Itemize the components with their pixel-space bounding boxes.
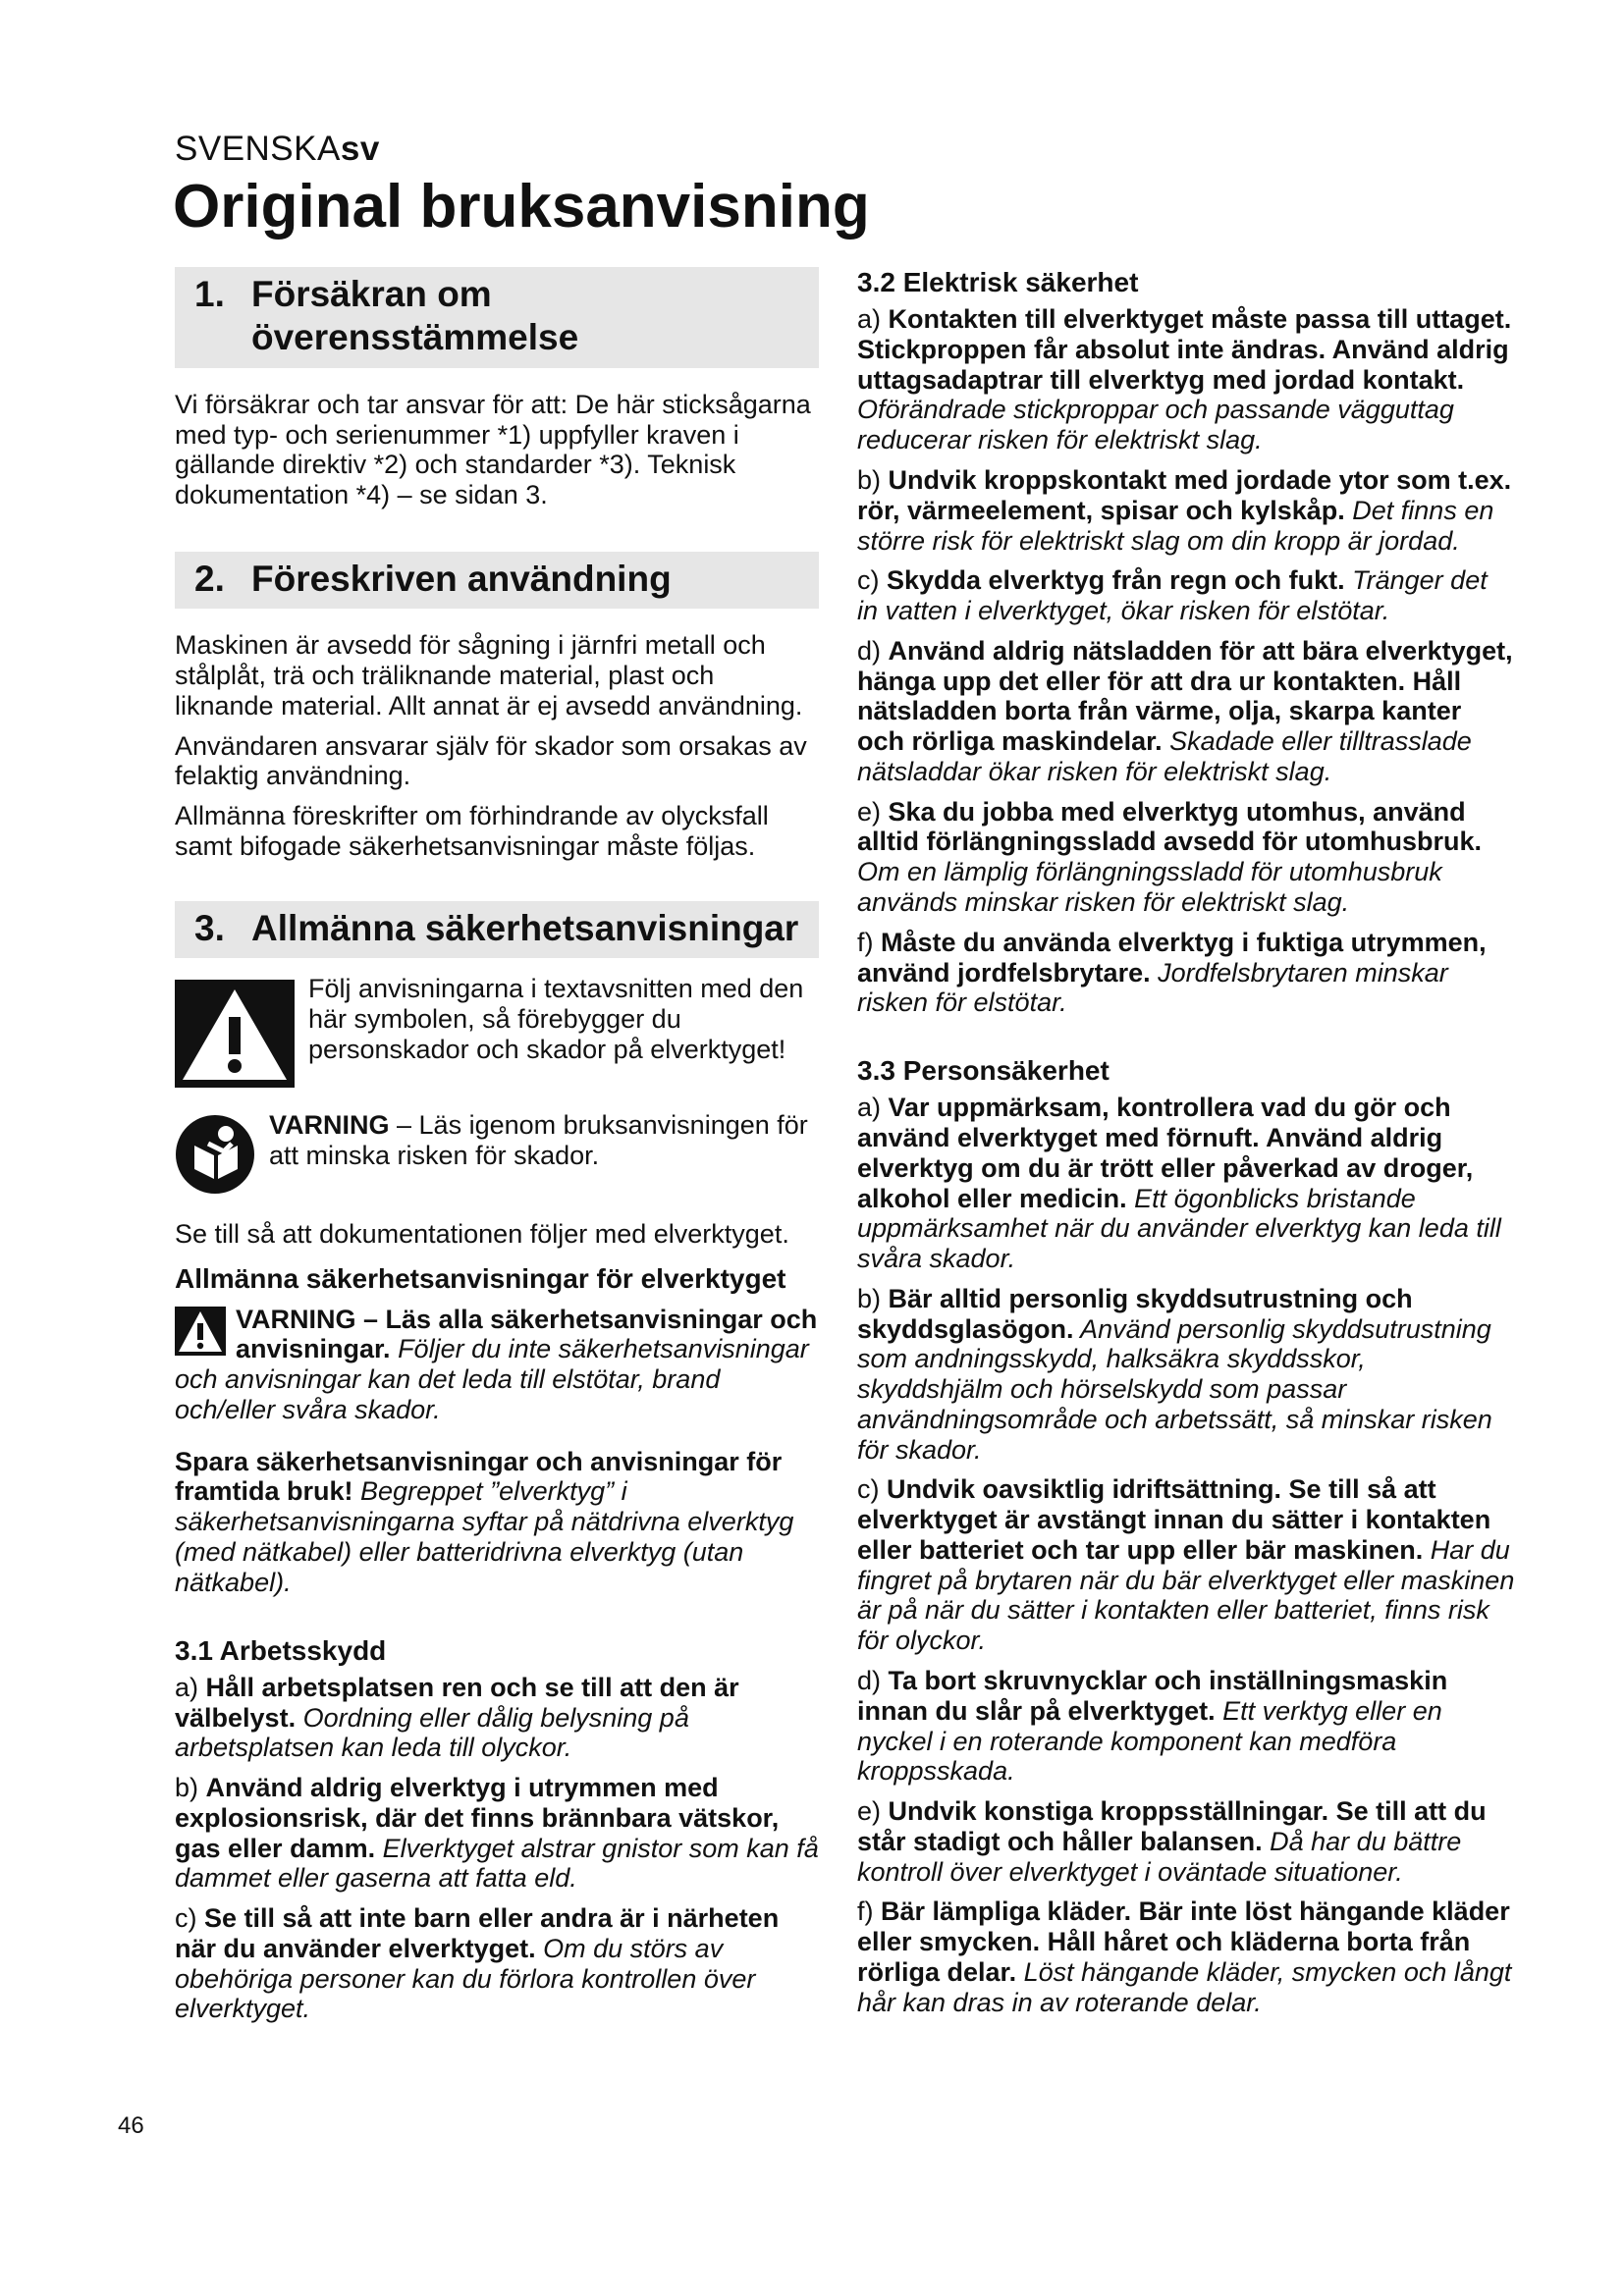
section-3-3-item-c [857, 1474, 1515, 1656]
general-warning-paragraph [175, 1305, 819, 1425]
item-bold-text: Håll arbetsplatsen ren och se till att den är välbelyst. [175, 1672, 739, 1733]
page-number: 46 [118, 2112, 144, 2139]
warning-triangle-icon [175, 980, 295, 1093]
item-italic-text: Oförändrade stickproppar och passande vägguttag reducerar risken för elektriskt slag. [857, 395, 1454, 455]
item-italic-text: Ett verktyg eller en nyckel i en roterande komponent kan medföra kroppsskada. [857, 1695, 1442, 1787]
save-instructions-italic: Begreppet ”elverktyg” i säkerhetsanvisningarna syftar på nätdrivna elverktyg (med nätkabel) eller batteridrivna elverktyg (utan nätkabel). [175, 1476, 794, 1597]
item-bold-text: Undvik konstiga kroppsställningar. Se till att du står stadigt och håller balansen. [857, 1796, 1487, 1856]
item-letter: c) [175, 1903, 204, 1934]
small-warning-triangle-icon [175, 1307, 226, 1362]
warning-symbol-text: Följ anvisningarna i textavsnitten med den här symbolen, så förebygger du personskador och skador på elverktyget! [308, 973, 804, 1064]
item-letter: a) [857, 304, 889, 335]
item-bold-text: Skydda elverktyg från regn och fukt. [887, 565, 1345, 596]
item-bold-text: Bär lämpliga kläder. Bär inte löst hängande kläder eller smycken. Håll håret och kläderna borta från rörliga delar. [857, 1896, 1510, 1987]
item-bold-text: Ta bort skruvnycklar och inställningsmaskin innan du slår på elverktyget. [857, 1666, 1448, 1726]
section-3-heading [175, 901, 819, 958]
section-3-3-item-f [857, 1896, 1515, 2017]
section-3-3-item-a [857, 1093, 1515, 1274]
item-italic-text: Då har du bättre kontroll över elverktyget i oväntade situationer. [857, 1826, 1462, 1887]
section-2-paragraph-1: Maskinen är avsedd för sågning i järnfri metall och stålplåt, trä och träliknande material, plast och liknande material. Allt annat är ej avsedd användning. [175, 630, 803, 721]
section-2-paragraph-3: Allmänna föreskrifter om förhindrande av olycksfall samt bifogade säkerhetsanvisningar måste följas. [175, 801, 769, 861]
section-3-3-item-b [857, 1284, 1515, 1466]
item-letter: b) [857, 1283, 889, 1313]
item-italic-text: Elverktyget alstrar gnistor som kan få dammet eller gaserna att fatta eld. [175, 1833, 819, 1894]
section-3-2-item-a [857, 304, 1515, 455]
section-1-heading [175, 267, 819, 368]
item-bold-text: Använd aldrig elverktyg i utrymmen med explosionsrisk, där det finns brännbara vätskor, gas eller damm. [175, 1773, 780, 1863]
section-2-number: 2. [194, 558, 225, 599]
documentation-note: Se till så att dokumentationen följer med elverktyget. [175, 1218, 789, 1249]
item-italic-text: Det finns en större risk för elektriskt slag om din kropp är jordad. [857, 495, 1494, 556]
general-warning-bold: VARNING – Läs alla säkerhetsanvisningar och anvisningar. [236, 1304, 818, 1364]
warning-rest: – Läs igenom bruksanvisningen för att minska risken för skador. [269, 1109, 808, 1170]
save-instructions-bold: Spara säkerhetsanvisningar och anvisningar för framtida bruk! [175, 1446, 783, 1507]
item-letter: e) [857, 1796, 889, 1827]
item-letter: d) [857, 635, 889, 666]
section-3-1-item-c [175, 1903, 819, 2024]
section-3-1-title: 3.1 Arbetsskydd [175, 1634, 387, 1666]
item-bold-text: Var uppmärksam, kontrollera vad du gör och använd elverktyget med förnuft. Använd aldrig elverktyg om du är trött eller påverkad av droger, alkohol eller medicin. [857, 1093, 1474, 1213]
item-letter: f) [857, 1896, 881, 1927]
language-code: sv [340, 130, 380, 168]
right-column [857, 267, 1515, 2027]
section-3-3-title: 3.3 Personsäkerhet [857, 1055, 1110, 1087]
item-bold-text: Undvik kroppskontakt med jordade ytor som t.ex. rör, värmeelement, spisar och kylskåp. [857, 465, 1512, 525]
item-letter: b) [175, 1773, 206, 1803]
language-name: SVENSKA [175, 130, 341, 168]
item-letter: a) [857, 1093, 889, 1123]
item-italic-text: Oordning eller dålig belysning på arbetsplatsen kan leda till olyckor. [175, 1702, 689, 1763]
general-warning-italic: Följer du inte säkerhetsanvisningar och anvisningar kan det leda till elstötar, brand och/eller svåra skador. [175, 1334, 809, 1424]
item-letter: c) [857, 1474, 887, 1505]
item-italic-text: Löst hängande kläder, smycken och långt hår kan dras in av roterande delar. [857, 1956, 1512, 2017]
item-italic-text: Skadade eller tilltrasslade nätsladdar ökar risken för elektriskt slag. [857, 726, 1472, 786]
read-manual-row [175, 1109, 819, 1200]
section-2-paragraph-2: Användaren ansvarar själv för skador som orsakas av felaktig användning. [175, 730, 807, 791]
section-3-2-item-d [857, 636, 1515, 787]
section-3-2-item-c [857, 565, 1515, 626]
section-3-1-item-a [175, 1673, 819, 1763]
section-3-3-item-d [857, 1666, 1515, 1787]
item-letter: d) [857, 1666, 889, 1695]
item-italic-text: Använd personlig skyddsutrustning som andningsskydd, halksäkra skyddsskor, skyddshjälm och hörselskydd som passar användningsområde och arbetssätt, så minskar risken för skador. [857, 1313, 1492, 1465]
section-1-title: Försäkran om överensstämmelse [251, 274, 579, 358]
item-letter: b) [857, 465, 889, 496]
read-manual-warning [269, 1110, 819, 1171]
general-safety-heading: Allmänna säkerhetsanvisningar för elverktyget [175, 1262, 786, 1294]
page-title: Original bruksanvisning [173, 173, 870, 240]
section-2-title: Föreskriven användning [251, 558, 672, 599]
item-letter: e) [857, 796, 889, 827]
item-bold-text: Använd aldrig nätsladden för att bära elverktyget, hänga upp det eller för att dra ur kontakten. Håll nätsladden borta från värme, olja, skarpa kanter och rörliga maskindelar. [857, 635, 1513, 757]
item-bold-text: Kontakten till elverktyget måste passa till uttaget. Stickproppen får absolut inte ändras. Använd aldrig uttagsadaptrar till elverktyg med jordad kontakt. [857, 304, 1512, 395]
left-column [175, 267, 819, 2034]
item-letter: c) [857, 565, 887, 596]
section-3-2-item-b [857, 465, 1515, 556]
item-bold-text: Ska du jobba med elverktyg utomhus, använd alltid förlängningssladd avsedd för utomhusbruk. [857, 796, 1483, 857]
item-letter: f) [857, 927, 881, 957]
language-label [175, 130, 380, 169]
warning-symbol-row [175, 973, 819, 1093]
item-italic-text: Om en lämplig förlängningssladd för utomhusbruk används minskar risken för elektriskt slag. [857, 857, 1442, 917]
read-manual-icon [175, 1114, 255, 1200]
item-italic-text: Jordfelsbrytaren minskar risken för elstötar. [857, 957, 1448, 1018]
section-3-2-item-f [857, 928, 1515, 1018]
save-instructions-paragraph [175, 1447, 819, 1598]
item-bold-text: Undvik oavsiktlig idriftsättning. Se till så att elverktyget är avstängt innan du sätter i kontakten eller batteriet och tar upp eller bär maskinen. [857, 1474, 1491, 1565]
item-italic-text: Har du fingret på brytaren när du bär elverktyget eller maskinen är på när du sätter i kontakten eller batteriet, finns risk för olyckor. [857, 1534, 1515, 1656]
item-italic-text: Tränger det in vatten i elverktyget, ökar risken för elstötar. [857, 565, 1488, 626]
section-2-heading [175, 552, 819, 609]
item-letter: a) [175, 1672, 206, 1702]
item-bold-text: Se till så att inte barn eller andra är i närheten när du använder elverktyget. [175, 1903, 780, 1963]
item-italic-text: Ett ögonblicks bristande uppmärksamhet när du använder elverktyg kan leda till svåra skador. [857, 1183, 1501, 1274]
item-bold-text: Bär alltid personlig skyddsutrustning och skyddsglasögon. [857, 1283, 1413, 1344]
section-3-title: Allmänna säkerhetsanvisningar [251, 907, 799, 948]
section-3-2-item-e [857, 797, 1515, 918]
section-1-body: Vi försäkrar och tar ansvar för att: De här sticksågarna med typ- och serienummer *1) uppfyller kraven i gällande direktiv *2) och standarder *3). Teknisk dokumentation *4) – se sidan 3. [175, 389, 811, 510]
warning-word: VARNING [269, 1109, 390, 1140]
section-3-2-title: 3.2 Elektrisk säkerhet [857, 267, 1139, 297]
item-italic-text: Om du störs av obehöriga personer kan du förlora kontrollen över elverktyget. [175, 1933, 756, 2024]
section-1-number: 1. [194, 274, 225, 314]
section-3-3-item-e [857, 1796, 1515, 1887]
item-bold-text: Måste du använda elverktyg i fuktiga utrymmen, använd jordfelsbrytare. [857, 927, 1487, 988]
section-3-1-item-b [175, 1773, 819, 1894]
section-3-number: 3. [194, 907, 225, 948]
